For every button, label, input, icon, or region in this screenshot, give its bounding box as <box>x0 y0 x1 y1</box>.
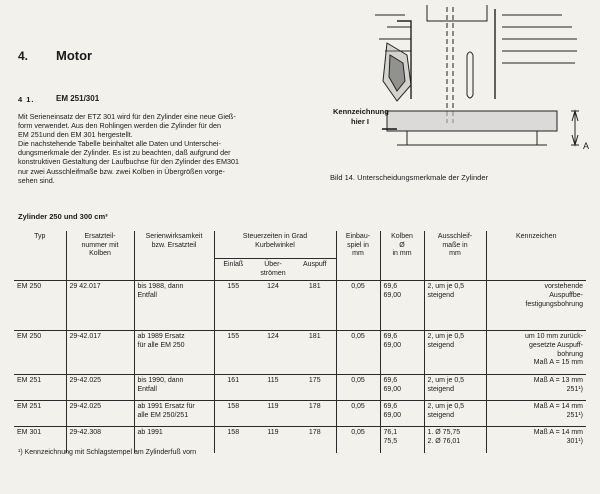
header-kolben: Kolben Ø in mm <box>380 231 424 281</box>
cell-einbauspiel: 0,05 <box>336 427 380 453</box>
intro-line: Die nachstehende Tabelle beinhaltet alle Daten und Unterschei- <box>18 139 221 149</box>
header-einlass: Einlaß <box>214 259 252 281</box>
cell-kennzeichen: Maß A = 13 mm 251¹) <box>486 375 586 401</box>
cell-typ: EM 250 <box>17 283 42 291</box>
intro-line: sehen sind. <box>18 175 55 185</box>
intro-line: dungsmerkmale der Zylinder. Es ist zu beachten, daß aufgrund der <box>18 148 231 158</box>
cell-typ: EM 251 <box>17 377 42 385</box>
cell-einbauspiel: 0,05 <box>336 401 380 427</box>
header-ausschleif: Ausschleif- maße in mm <box>424 231 486 281</box>
section-title: Motor <box>56 48 93 63</box>
cell-ersatzteil: 29-42.308 <box>66 427 134 453</box>
header-ersatz: Ersatzteil- nummer mit Kolben <box>66 231 134 281</box>
header-serien: Serienwirksamkeit bzw. Ersatzteil <box>134 231 214 281</box>
cell-einlass: 161 <box>214 375 252 401</box>
subsection-number: 4 1. <box>18 95 35 104</box>
header-einbau: Einbau- spiel in mm <box>336 231 380 281</box>
cell-ausschleif: 2, um je 0,5 steigend <box>424 375 486 401</box>
header-steuerzeiten: Steuerzeiten in Grad Kurbelwinkel <box>214 231 336 259</box>
cell-ersatzteil: 29-42.025 <box>66 375 134 401</box>
cell-kolben: 69,6 69,00 <box>380 331 424 375</box>
intro-line: form verwendet. Aus den Rohlingen werden die Zylinder für den <box>18 121 221 131</box>
figure-caption: Bild 14. Unterscheidungsmerkmale der Zylinder <box>330 173 488 182</box>
section-number: 4. <box>18 49 29 63</box>
table-row <box>14 375 586 401</box>
cell-typ: EM 251 <box>17 403 42 411</box>
cell-kennzeichen: vorstehende Auspuffbe- festigungsbohrung <box>486 281 586 331</box>
cell-auspuff: 181 <box>308 333 321 341</box>
cell-ausschleif: 2, um je 0,5 steigend <box>424 401 486 427</box>
table-title: Zylinder 250 und 300 cm³ <box>18 212 108 221</box>
cell-serienwirksamkeit: ab 1991 Ersatz für alle EM 250/251 <box>134 401 214 427</box>
cell-ausschleif: 1. Ø 75,75 2. Ø 76,01 <box>424 427 486 453</box>
dimension-a-label: A <box>583 141 590 151</box>
cell-auspuff: 175 <box>308 377 321 385</box>
cell-ersatzteil: 29-42.025 <box>66 401 134 427</box>
cell-ersatzteil: 29 42.017 <box>66 281 134 331</box>
intro-line: konstruktiven Gestaltung der Laufbuchse für den Zylinder des EM301 <box>18 157 239 167</box>
cell-kolben: 69,6 69,00 <box>380 401 424 427</box>
cell-einbauspiel: 0,05 <box>336 375 380 401</box>
cell-einbauspiel: 0,05 <box>336 331 380 375</box>
cell-ueberstroemen: 124 <box>267 283 279 291</box>
cell-ueberstroemen: 115 <box>267 377 279 385</box>
cell-kennzeichen: um 10 mm zurück- gesetzte Auspuff- bohrung Maß A = 15 mm <box>486 331 586 375</box>
subsection-title: EM 251/301 <box>56 94 100 103</box>
cell-serienwirksamkeit: ab 1991 <box>134 427 214 453</box>
cell-ausschleif: 2, um je 0,5 steigend <box>424 281 486 331</box>
cell-einlass: 158 <box>214 401 252 427</box>
cell-einlass: 155 <box>214 281 252 331</box>
cell-auspuff: 178 <box>308 403 321 411</box>
cell-ueberstroemen: 119 <box>267 429 279 437</box>
cell-kennzeichen: Maß A = 14 mm 301¹) <box>486 427 586 453</box>
cell-ueberstroemen: 124 <box>267 333 279 341</box>
cylinder-drawing <box>327 3 599 163</box>
header-typ: Typ <box>34 233 46 240</box>
cylinder-data-table <box>14 231 586 453</box>
intro-line: Mit Serieneinsatz der ETZ 301 wird für den Zylinder eine neue Gieß- <box>18 112 236 121</box>
cell-ausschleif: 2, um je 0,5 steigend <box>424 331 486 375</box>
cell-kolben: 69,6 69,00 <box>380 375 424 401</box>
header-ueberstroemen: Über- strömen <box>260 261 286 277</box>
cell-serienwirksamkeit: bis 1990, dann Entfall <box>134 375 214 401</box>
cell-serienwirksamkeit: bis 1988, dann Entfall <box>134 281 214 331</box>
intro-line: nur zwei Ausschleifmaße bzw. zwei Kolben in Übergrößen vorge- <box>18 166 225 176</box>
cell-typ: EM 250 <box>17 333 42 341</box>
cell-ersatzteil: 29-42.017 <box>66 331 134 375</box>
intro-line: EM 251und den EM 301 hergestellt. <box>18 130 133 140</box>
table-row <box>14 331 586 375</box>
cell-typ: EM 301 <box>17 429 42 437</box>
header-auspuff: Auspuff <box>302 261 327 269</box>
cell-auspuff: 181 <box>308 283 321 291</box>
cell-kennzeichen: Maß A = 14 mm 251¹) <box>486 401 586 427</box>
figure-label: Kennzeichnung hier I <box>333 107 389 126</box>
table-row <box>14 281 586 331</box>
cell-kolben: 69,6 69,00 <box>380 281 424 331</box>
cell-kolben: 76,1 75,5 <box>380 427 424 453</box>
cell-einbauspiel: 0,05 <box>336 281 380 331</box>
cell-einlass: 155 <box>214 331 252 375</box>
intro-paragraph <box>18 112 318 185</box>
cell-ueberstroemen: 119 <box>267 403 279 411</box>
header-kennzeichen: Kennzeichen <box>486 231 586 281</box>
cell-einlass: 158 <box>214 427 252 453</box>
footnote: ¹) Kennzeichnung mit Schlagstempel am Zylinderfuß vorn <box>18 449 197 456</box>
table-row <box>14 401 586 427</box>
cell-serienwirksamkeit: ab 1989 Ersatz für alle EM 250 <box>134 331 214 375</box>
cell-auspuff: 178 <box>308 429 321 437</box>
